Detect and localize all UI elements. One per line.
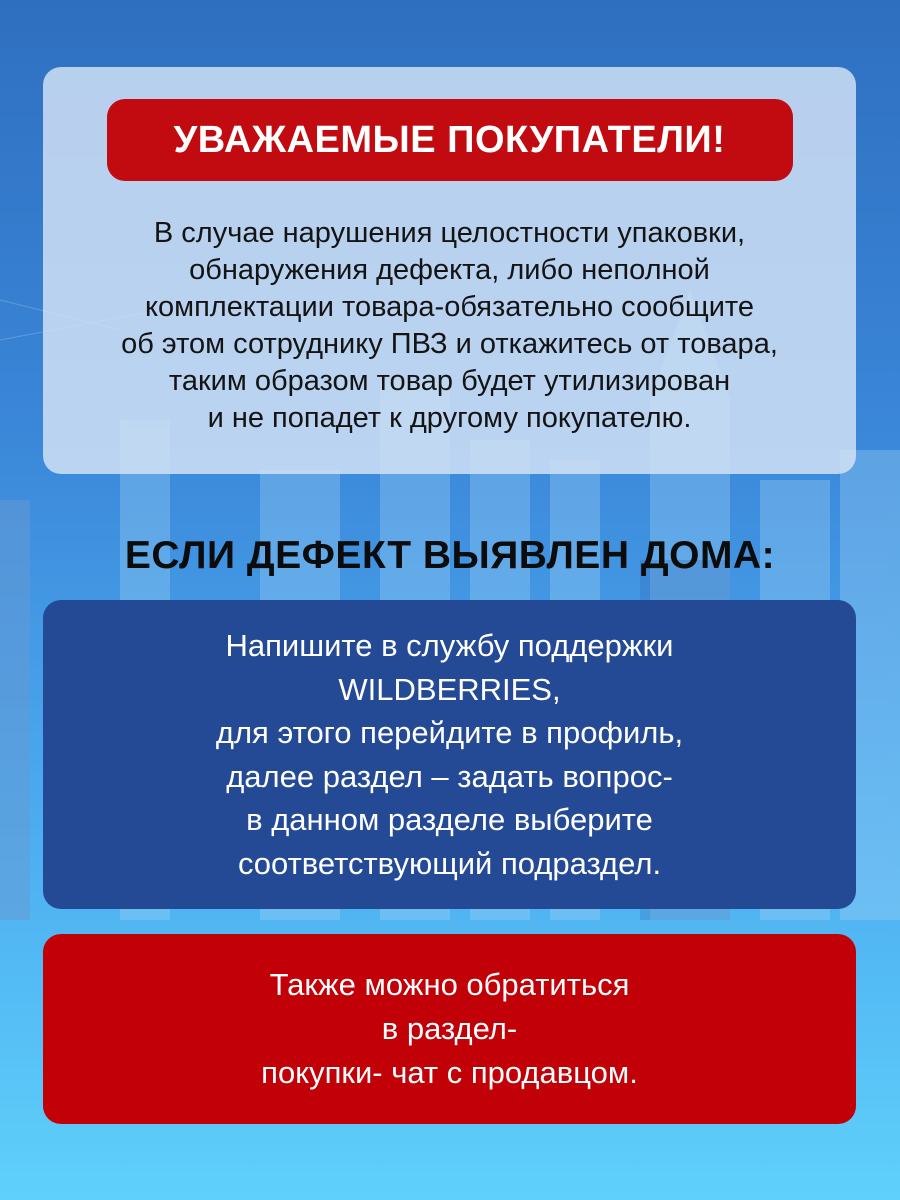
instruction-line: далее раздел – задать вопрос- [226, 758, 673, 794]
headline-text: УВАЖАЕМЫЕ ПОКУПАТЕЛИ! [173, 118, 726, 161]
support-instructions-text [216, 624, 683, 885]
instruction-line: Напишите в службу поддержки [225, 628, 674, 663]
instruction-line: соответствующий подраздел. [237, 845, 662, 881]
notice-text [101, 215, 798, 437]
seller-chat-line: в раздел- [381, 1011, 518, 1046]
instruction-line: для этого перейдите в профиль, [215, 715, 684, 750]
instruction-line: в данном разделе выберите [246, 802, 653, 837]
notice-line: комплектации товара-обязательно сообщите [145, 291, 754, 323]
notice-line: и не попадет к другому покупателю. [207, 402, 692, 434]
seller-chat-line: покупки- чат с продавцом. [261, 1055, 638, 1090]
seller-chat-card [43, 934, 856, 1124]
instruction-line: WILDBERRIES, [338, 671, 561, 707]
support-instructions-card [43, 600, 856, 909]
seller-chat-line: Также можно обратиться [269, 967, 630, 1002]
notice-line: В случае нарушения целостности упаковки, [153, 217, 746, 249]
seller-chat-text [261, 963, 638, 1095]
home-defect-title: ЕСЛИ ДЕФЕКТ ВЫЯВЛЕН ДОМА: [124, 534, 776, 577]
notice-card [43, 67, 856, 474]
notice-line: таким образом товар будет утилизирован [168, 365, 731, 397]
notice-line: обнаружения дефекта, либо неполной [189, 254, 710, 286]
notice-line: об этом сотруднику ПВЗ и откажитесь от товара, [121, 328, 778, 360]
headline-banner [107, 99, 793, 181]
